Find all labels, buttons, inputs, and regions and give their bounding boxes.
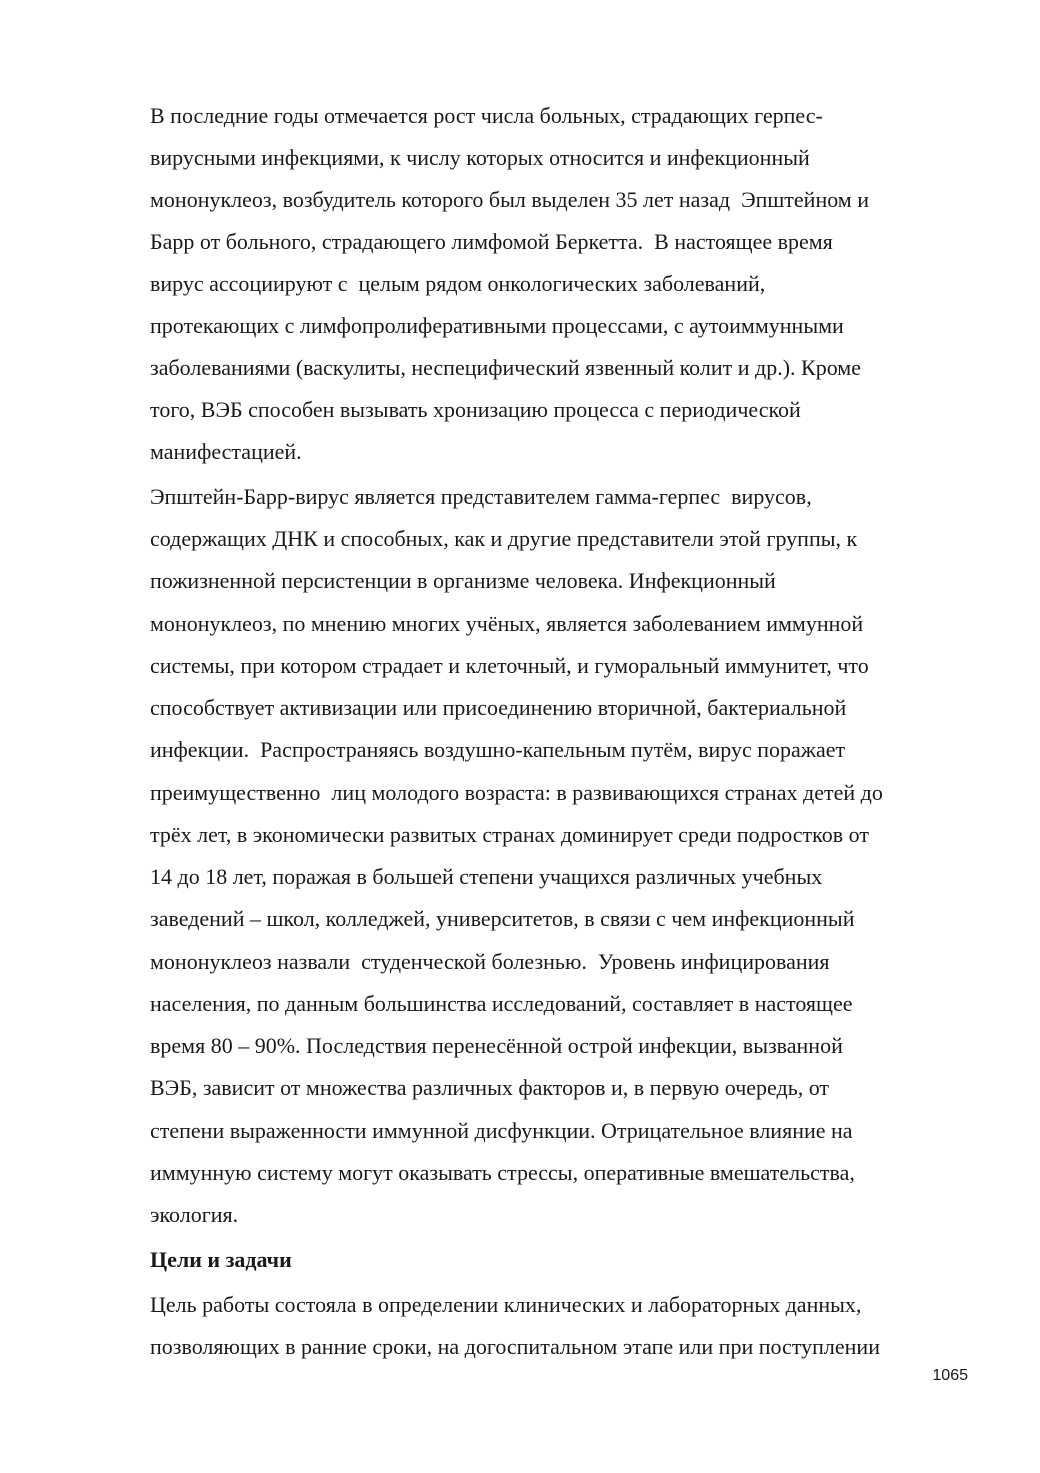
paragraph-2-line-7: инфекции. Распространяясь воздушно-капельным путём, вирус поражает [150, 737, 846, 762]
paragraph-2-line-12: мононуклеоз назвали студенческой болезнью. Уровень инфицирования [150, 949, 830, 974]
paragraph-2-line-3: пожизненной персистенции в организме человека. Инфекционный [150, 568, 776, 593]
paragraph-1-line-6: протекающих с лимфопролиферативными процессами, с аутоиммунными [150, 313, 844, 338]
paragraph-2-line-6: способствует активизации или присоединению вторичной, бактериальной [150, 695, 847, 720]
paragraph-2-line-5: системы, при котором страдает и клеточный, и гуморальный иммунитет, что [150, 653, 869, 678]
page-number: 1065 [932, 1367, 968, 1384]
paragraph-2-line-11: заведений – школ, колледжей, университетов, в связи с чем инфекционный [150, 906, 855, 931]
paragraph-2-line-4: мононуклеоз, по мнению многих учёных, является заболеванием иммунной [150, 611, 864, 636]
paragraph-1-line-4: Барр от больного, страдающего лимфомой Беркетта. В настоящее время [150, 229, 833, 254]
paragraph-1-line-5: вирус ассоциируют с целым рядом онкологических заболеваний, [150, 271, 766, 296]
paragraph-1-line-3: мононуклеоз, возбудитель которого был выделен 35 лет назад Эпштейном и [150, 187, 870, 212]
paragraph-1-line-9: манифестацией. [150, 439, 302, 464]
paragraph-1-line-1: В последние годы отмечается рост числа больных, страдающих герпес- [150, 103, 823, 128]
paragraph-1-line-7: заболеваниями (васкулиты, неспецифический язвенный колит и др.). Кроме [150, 355, 861, 380]
paragraph-2-line-9: трёх лет, в экономически развитых странах доминирует среди подростков от [150, 822, 869, 847]
paragraph-3-line-2: позволяющих в ранние сроки, на догоспитальном этапе или при поступлении [150, 1334, 880, 1359]
paragraph-2-line-8: преимущественно лиц молодого возраста: в развивающихся странах детей до [150, 780, 883, 805]
paragraph-3-line-1: Цель работы состояла в определении клинических и лабораторных данных, [150, 1292, 862, 1317]
section-heading: Цели и задачи [150, 1247, 292, 1272]
paragraph-2-line-15: ВЭБ, зависит от множества различных факторов и, в первую очередь, от [150, 1075, 830, 1100]
paragraph-2-line-1: Эпштейн-Барр-вирус является представителем гамма-герпес вирусов, [150, 484, 812, 509]
paragraph-2-line-18: экология. [150, 1202, 239, 1227]
paragraph-2-line-10: 14 до 18 лет, поражая в большей степени учащихся различных учебных [150, 864, 823, 889]
paragraph-2-line-14: время 80 – 90%. Последствия перенесённой острой инфекции, вызванной [150, 1033, 843, 1058]
paragraph-2-line-2: содержащих ДНК и способных, как и другие представители этой группы, к [150, 526, 858, 551]
paragraph-2-line-16: степени выраженности иммунной дисфункции. Отрицательное влияние на [150, 1118, 853, 1143]
paragraph-1-line-2: вирусными инфекциями, к числу которых относится и инфекционный [150, 145, 810, 170]
paragraph-2-line-13: населения, по данным большинства исследований, составляет в настоящее [150, 991, 853, 1016]
paragraph-2-line-17: иммунную систему могут оказывать стрессы, оперативные вмешательства, [150, 1160, 855, 1185]
paragraph-1-line-8: того, ВЭБ способен вызывать хронизацию процесса с периодической [150, 397, 801, 422]
